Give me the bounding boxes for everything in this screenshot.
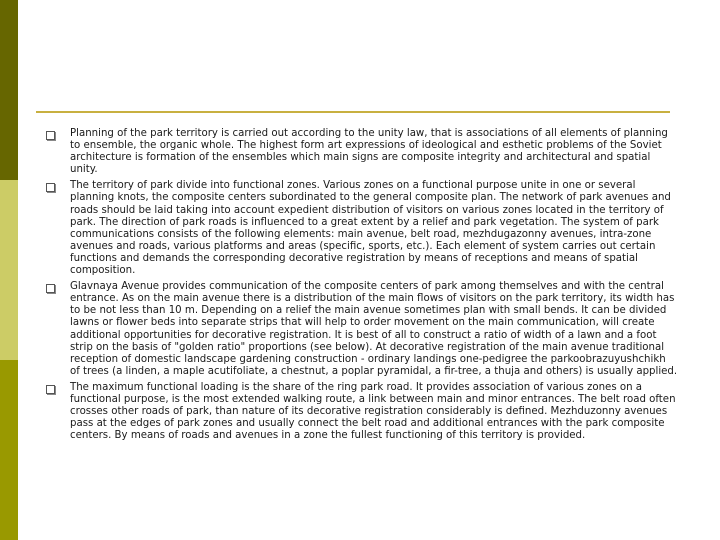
- hollow-square-bullet-icon: [46, 385, 55, 394]
- bullet-item: [46, 128, 678, 176]
- bullet-item: [46, 382, 678, 442]
- hollow-square-bullet-icon: [46, 183, 55, 192]
- hollow-square-bullet-icon: [46, 131, 55, 140]
- bullet-text: Glavnaya Avenue provides communication of the composite centers of park among themselves and with the central entrance. As on the main avenue there is a distribution of the main flows of visitors on the park territory, its width has to be not less than 10 m. Depending on a relief the main avenue sometimes plan with small bends. It can be divided lawns or flower beds into separate strips that will help to order movement on the main communication, will create additional opportunities for decorative registration. It is best of all to construct a ratio of width of a lawn and a foot strip on the basis of "golden ratio" proportions (see below). At decorative registration of the main avenue traditional reception of domestic landscape gardening construction - ordinary landings one-pedigree the parkoobrazuyushchikh of trees (a linden, a maple acutifoliate, a chestnut, a poplar pyramidal, a fir-tree, a thuja and others) is usually applied.: [70, 281, 678, 377]
- title-divider-line: [36, 111, 670, 113]
- left-accent-bar: [0, 0, 18, 540]
- bullet-text: The territory of park divide into functional zones. Various zones on a functional purpose unite in one or several planning knots, the composite centers subordinated to the general composite plan. The network of park avenues and roads should be laid taking into account expedient distribution of visitors on various zones located in the territory of park. The direction of park roads is influenced to a great extent by a relief and park vegetation. The system of park communications consists of the following elements: main avenue, belt road, mezhdugazonny avenues, intra-zone avenues and roads, various platforms and areas (specific, sports, etc.). Each element of system carries out certain functions and demands the corresponding decorative registration by means of receptions and means of spatial composition.: [70, 180, 671, 277]
- bullet-text: Planning of the park territory is carried out according to the unity law, that is associations of all elements of planning to ensemble, the organic whole. The highest form art expressions of ideological and esthetic problems of the Soviet architecture is formation of the ensembles which main signs are composite integrity and architectural and spatial unity.: [70, 128, 668, 176]
- accent-bar-middle-segment: [0, 180, 18, 360]
- bullet-item: [46, 180, 678, 277]
- accent-bar-bottom-segment: [0, 360, 18, 540]
- bullet-text: The maximum functional loading is the share of the ring park road. It provides association of various zones on a functional purpose, is the most extended walking route, a link between main and minor entrances. The belt road often crosses other roads of park, than nature of its decorative registration considerably is defined. Mezhduzonny avenues pass at the edges of park zones and usually connect the belt road and additional entrances with the park composite centers. By means of roads and avenues in a zone the fullest functioning of this territory is provided.: [70, 381, 676, 442]
- hollow-square-bullet-icon: [46, 284, 55, 293]
- accent-bar-top-segment: [0, 0, 18, 180]
- bullet-list: [46, 128, 678, 446]
- bullet-item: [46, 281, 678, 378]
